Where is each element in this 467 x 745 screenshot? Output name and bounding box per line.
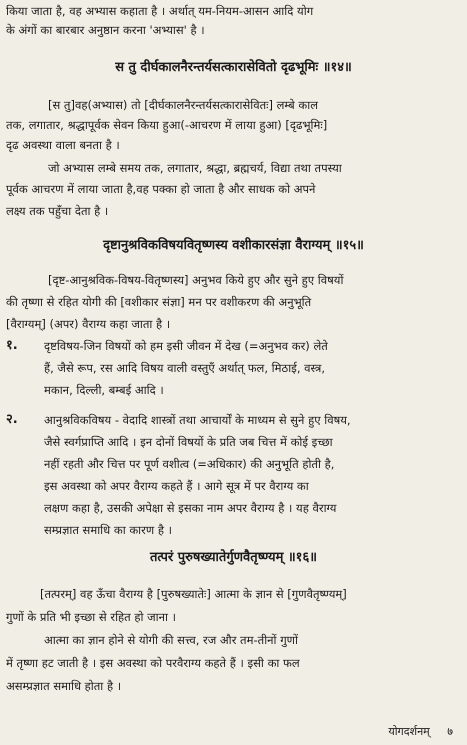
sutra-14-explanation: लक्ष्य तक पहुँचा देता है । bbox=[6, 204, 109, 218]
page-number: ७ bbox=[447, 725, 453, 738]
sutra-16-explanation: आत्मा का ज्ञान होने से योगी की सत्त्व, रज और तम-तीनों गुणों bbox=[44, 633, 298, 647]
list-item-line: आनुश्रविकविषय - वेदादि शास्त्रों तथा आचार्यों के माध्यम से सुने हुए विषय, bbox=[44, 413, 351, 427]
sutra-14-explanation: जो अभ्यास लम्बे समय तक, लगातार, श्रद्धा, ब्रह्मचर्य, विद्या तथा तपस्या bbox=[48, 161, 342, 175]
sutra-16-explanation: में तृष्णा हट जाती है । इस अवस्था को परवैराग्य कहते हैं । इसी का फल bbox=[6, 656, 300, 670]
sutra-14-explanation: पूर्वक आचरण में लाया जाता है,वह पक्का हो जाता है और साधक को अपने bbox=[6, 182, 316, 196]
list-item-line: सम्प्रज्ञात समाधि का कारण है । bbox=[44, 523, 172, 537]
sutra-14-heading: स तु दीर्घकालनैरन्तर्यसत्कारासेवितो दृढभूमिः ॥१४॥ bbox=[115, 60, 352, 75]
sutra-14-commentary: दृढ अवस्था वाला बनता है । bbox=[6, 138, 120, 152]
sutra-16-commentary: [तत्परम्] वह ऊँचा वैराग्य है [पुरुषख्यातेः] आत्मा के ज्ञान से [गुणवैतृष्ण्यम्] bbox=[40, 587, 347, 601]
intro-line: के अंगों का बारबार अनुष्ठान करना 'अभ्यास' है । bbox=[6, 23, 205, 37]
sutra-15-commentary: [दृष्ट-आनुश्रविक-विषय-वितृष्णस्य] अनुभव किये हुए और सुने हुए विषयों bbox=[48, 273, 344, 287]
list-item-line: लक्षण कहा है, उसकी अपेक्षा से इसका नाम अपर वैराग्य है । यह वैराग्य bbox=[44, 501, 337, 515]
list-item-line: नहीं रहती और चित्त पर पूर्ण वशीत्व (=अधिकार) की अनुभूति होती है, bbox=[44, 457, 335, 471]
list-item-line: हैं, जैसे रूप, रस आदि विषय वाली वस्तुएँ अर्थात् फल, मिठाई, वस्त्र, bbox=[44, 361, 326, 375]
book-title: योगदर्शनम् bbox=[388, 725, 430, 738]
sutra-16-commentary: गुणों के प्रति भी इच्छा से रहित हो जाना । bbox=[6, 610, 176, 624]
sutra-15-commentary: [वैराग्यम्] (अपर) वैराग्य कहा जाता है । bbox=[6, 317, 171, 331]
intro-line: किया जाता है, वह अभ्यास कहाता है । अर्थात् यम-नियम-आसन आदि योग bbox=[6, 4, 314, 18]
sutra-15-commentary: की तृष्णा से रहित योगी की [वशीकार संज्ञा] मन पर वशीकरण की अनुभूति bbox=[6, 295, 312, 309]
sutra-14-commentary: तक, लगातार, श्रद्धापूर्वक सेवन किया हुआ(-आचरण में लाया हुआ) [दृढभूमिः] bbox=[6, 118, 328, 132]
list-number: १. bbox=[6, 338, 18, 353]
list-number: २. bbox=[6, 412, 18, 427]
list-item-line: दृष्टविषय-जिन विषयों को हम इसी जीवन में देख (=अनुभव कर) लेते bbox=[44, 339, 328, 353]
sutra-16-explanation: असम्प्रज्ञात समाधि होता है । bbox=[6, 679, 122, 693]
sutra-14-commentary: [स तु]वह(अभ्यास) तो [दीर्घकालनैरन्तर्यसत्कारासेवितः] लम्बे काल bbox=[48, 98, 318, 112]
page-footer bbox=[374, 724, 453, 739]
list-item-line: जैसे स्वर्गप्राप्ति आदि । इन दोनों विषयों के प्रति जब चित्त में कोई इच्छा bbox=[44, 435, 333, 449]
list-item-line: इस अवस्था को अपर वैराग्य कहते हैं । आगे सूत्र में पर वैराग्य का bbox=[44, 479, 309, 493]
list-item-line: मकान, दिल्ली, बम्बई आदि । bbox=[44, 383, 164, 397]
sutra-16-heading: तत्परं पुरुषख्यातेर्गुणवैतृष्ण्यम् ॥१६॥ bbox=[149, 550, 317, 565]
sutra-15-heading: दृष्टानुश्रविकविषयवितृष्णस्य वशीकारसंज्ञा वैराग्यम् ॥१५॥ bbox=[103, 238, 364, 253]
